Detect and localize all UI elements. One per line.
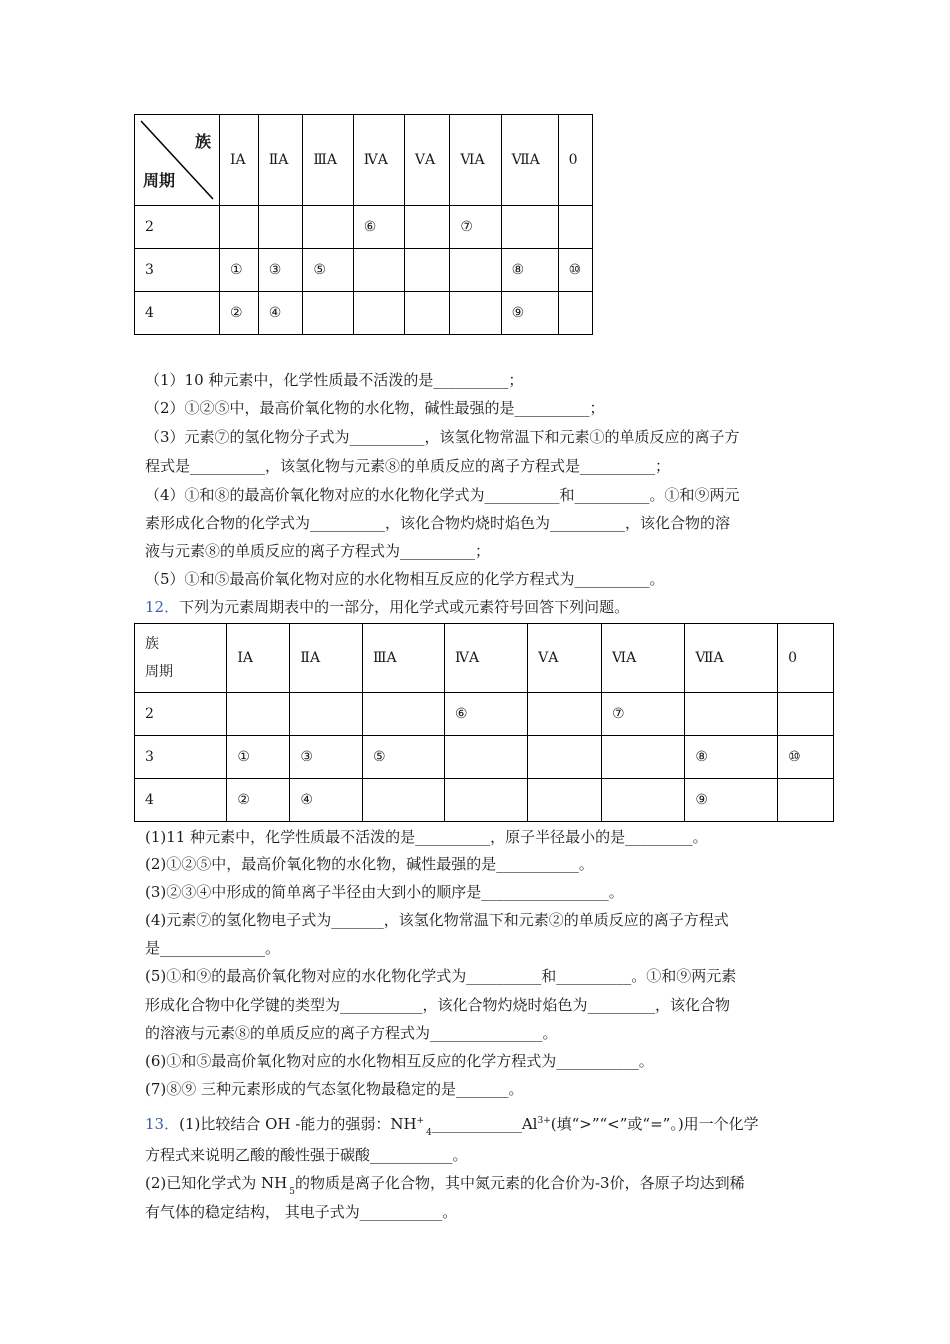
q12-line-7: 形成化合物中化学键的类型为___________，该化合物灼烧时焰色为_________，该化合物 — [145, 996, 731, 1014]
element-cell: ⑨ — [685, 779, 778, 822]
q12-line-4: (4)元素⑦的氢化物电子式为_______，该氢化物常温下和元素②的单质反应的离子方程式 — [145, 911, 729, 929]
element-cell — [303, 292, 353, 335]
element-cell — [290, 693, 363, 736]
q13-l1b: ____________Al — [431, 1115, 538, 1133]
element-cell — [404, 206, 449, 249]
q12-line-10: (7)⑧⑨ 三种元素形成的气态氢化物最稳定的是_______。 — [145, 1080, 524, 1098]
q13-l1-sup: + — [416, 1116, 425, 1126]
q13-l3-sub: 5 — [289, 1187, 295, 1197]
group-header: ⅤA — [404, 115, 449, 206]
q12-line-1: (1)11 种元素中，化学性质最不活泼的是__________，原子半径最小的是_________。 — [145, 828, 708, 846]
element-cell: ⑧ — [501, 249, 558, 292]
element-cell: ① — [220, 249, 259, 292]
element-cell — [353, 292, 404, 335]
element-cell — [778, 779, 834, 822]
element-cell: ⑨ — [501, 292, 558, 335]
element-cell — [444, 779, 527, 822]
group-header: ⅣA — [353, 115, 404, 206]
group-header: ⅠA — [220, 115, 259, 206]
element-cell: ④ — [290, 779, 363, 822]
group-header: ⅥA — [602, 624, 685, 693]
period-cell: 2 — [135, 206, 220, 249]
group-header: ⅡA — [258, 115, 303, 206]
q13-l1a: (1)比较结合 OH -能力的强弱：NH — [179, 1115, 417, 1133]
q12-line-5: 是______________。 — [145, 939, 281, 957]
element-cell: ⑩ — [558, 249, 592, 292]
q12-line-2: (2)①②⑤中，最高价氧化物的水化物，碱性最强的是___________。 — [145, 855, 594, 873]
q13-l3b: 的物质是离子化合物，其中氮元素的化合价为-3价，各原子均达到稀 — [294, 1174, 745, 1192]
element-cell: ⑩ — [778, 736, 834, 779]
corner-group-label: 族 — [145, 636, 159, 652]
group-header: ⅠA — [227, 624, 290, 693]
q13-l1-sub: 4 — [426, 1128, 432, 1138]
q12-number: 12． — [145, 598, 180, 616]
q13-line-4: 有气体的稳定结构， 其电子式为___________。 — [145, 1203, 458, 1221]
element-cell — [404, 249, 449, 292]
element-cell — [362, 693, 444, 736]
corner-period-label: 周期 — [143, 171, 176, 190]
element-cell: ② — [227, 779, 290, 822]
element-cell: ⑧ — [685, 736, 778, 779]
element-cell — [362, 779, 444, 822]
element-cell: ④ — [258, 292, 303, 335]
q11-line-4: 程式是__________，该氢化物与元素⑧的单质反应的离子方程式是__________； — [145, 457, 671, 475]
element-cell: ⑥ — [353, 206, 404, 249]
q13-l3a: (2)已知化学式为 NH — [145, 1174, 288, 1192]
element-cell — [602, 779, 685, 822]
group-header: ⅦA — [501, 115, 558, 206]
element-cell — [558, 292, 592, 335]
corner-period-label: 周期 — [145, 664, 173, 680]
element-cell: ⑤ — [362, 736, 444, 779]
periodic-table-2 — [134, 623, 834, 822]
q12-line-6: (5)①和⑨的最高价氧化物对应的水化物化学式为__________和__________。①和⑨两元素 — [145, 967, 737, 985]
q12-title-text: 下列为元素周期表中的一部分，用化学式或元素符号回答下列问题。 — [179, 598, 630, 616]
q11-line-6: 素形成化合物的化学式为__________，该化合物灼烧时焰色为__________，该化合物的溶 — [145, 514, 731, 532]
element-cell — [778, 693, 834, 736]
corner-group-label: 族 — [194, 132, 211, 151]
element-cell — [258, 206, 303, 249]
element-cell — [404, 292, 449, 335]
element-cell: ⑥ — [444, 693, 527, 736]
element-cell: ⑤ — [303, 249, 353, 292]
q11-line-7: 液与元素⑧的单质反应的离子方程式为__________； — [145, 542, 491, 560]
q12-line-9: (6)①和⑤最高价氧化物对应的水化物相互反应的化学方程式为___________。 — [145, 1052, 654, 1070]
element-cell: ② — [220, 292, 259, 335]
table1-corner-cell — [135, 115, 220, 206]
q11-line-3: （3）元素⑦的氢化物分子式为__________，该氢化物常温下和元素①的单质反应的离子方 — [145, 428, 740, 446]
period-cell: 2 — [135, 693, 227, 736]
element-cell — [450, 249, 501, 292]
element-cell — [558, 206, 592, 249]
period-cell: 3 — [135, 736, 227, 779]
element-cell: ③ — [258, 249, 303, 292]
element-cell: ⑦ — [602, 693, 685, 736]
q12-line-3: (3)②③④中形成的简单离子半径由大到小的顺序是_________________。 — [145, 883, 624, 901]
period-cell: 4 — [135, 292, 220, 335]
element-cell — [450, 292, 501, 335]
element-cell — [501, 206, 558, 249]
element-cell — [685, 693, 778, 736]
period-cell: 4 — [135, 779, 227, 822]
group-header: ⅡA — [290, 624, 363, 693]
group-header: 0 — [778, 624, 834, 693]
q11-line-5: （4）①和⑧的最高价氧化物对应的水化物化学式为__________和__________。①和⑨两元 — [145, 486, 740, 504]
group-header: ⅣA — [444, 624, 527, 693]
q13-line-1 — [145, 1110, 759, 1144]
group-header: ⅥA — [450, 115, 501, 206]
q12-title — [145, 596, 629, 618]
group-header: ⅤA — [528, 624, 602, 693]
periodic-table-1 — [134, 114, 593, 335]
element-cell — [303, 206, 353, 249]
element-cell — [528, 736, 602, 779]
element-cell — [227, 693, 290, 736]
group-header: ⅢA — [362, 624, 444, 693]
group-header: 0 — [558, 115, 592, 206]
q13-l1c: (填“>”“<”或“=”。)用一个化学 — [550, 1115, 759, 1133]
element-cell — [220, 206, 259, 249]
element-cell: ⑦ — [450, 206, 501, 249]
element-cell — [528, 693, 602, 736]
q13-l1-sup2: 3+ — [537, 1116, 551, 1126]
table2-corner-cell — [135, 624, 227, 693]
q13-line-3 — [145, 1172, 745, 1203]
element-cell — [444, 736, 527, 779]
element-cell: ③ — [290, 736, 363, 779]
q11-line-1: （1）10 种元素中，化学性质最不活泼的是__________； — [145, 371, 524, 389]
q12-line-8: 的溶液与元素⑧的单质反应的离子方程式为_______________。 — [145, 1024, 558, 1042]
element-cell — [353, 249, 404, 292]
q13-line-2: 方程式来说明乙酸的酸性强于碳酸___________。 — [145, 1146, 468, 1164]
q11-line-8: （5）①和⑤最高价氧化物对应的水化物相互反应的化学方程式为__________。 — [145, 570, 665, 588]
element-cell: ① — [227, 736, 290, 779]
q11-line-2: （2）①②⑤中，最高价氧化物的水化物，碱性最强的是__________； — [145, 399, 605, 417]
element-cell — [528, 779, 602, 822]
period-cell: 3 — [135, 249, 220, 292]
group-header: ⅦA — [685, 624, 778, 693]
element-cell — [602, 736, 685, 779]
q13-number: 13． — [145, 1115, 180, 1133]
group-header: ⅢA — [303, 115, 353, 206]
